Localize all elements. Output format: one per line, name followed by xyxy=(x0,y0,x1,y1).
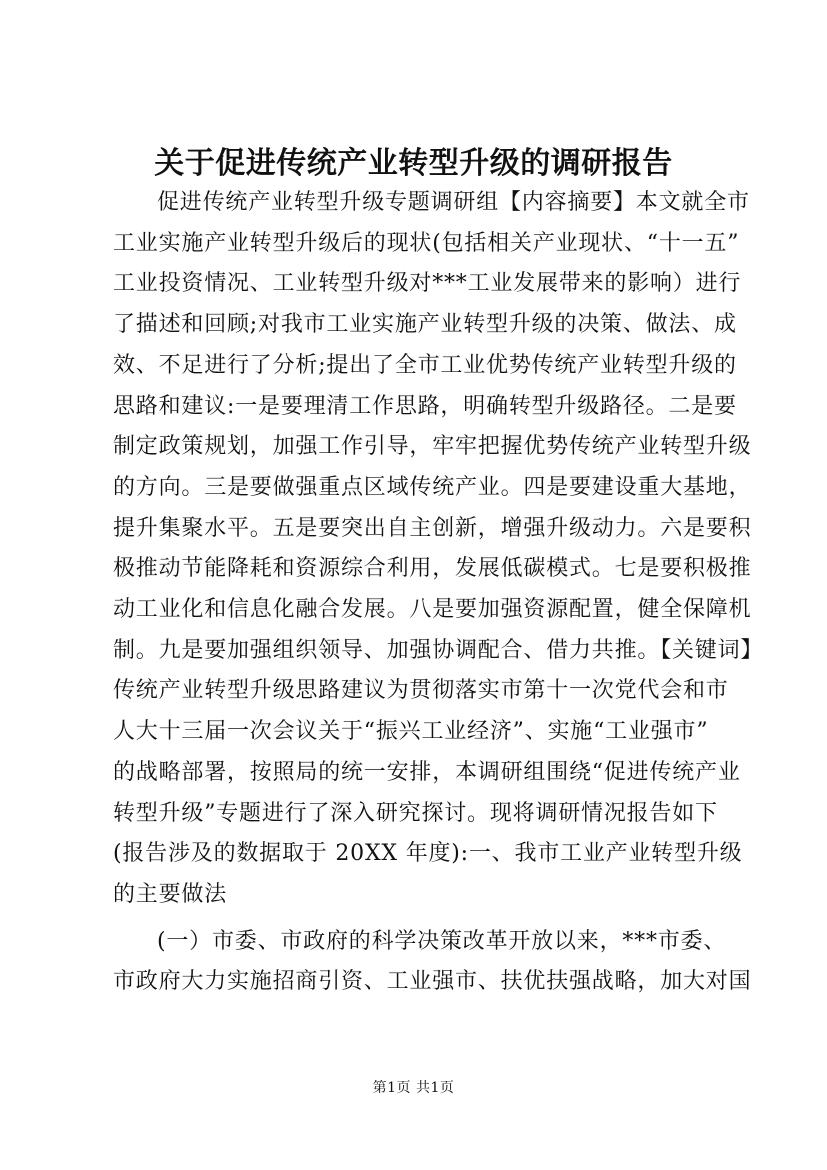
text-line: 的战略部署，按照局的统一安排，本调研组围绕“促进传统产业 xyxy=(113,759,741,785)
text-line: 提升集聚水平。五是要突出自主创新，增强升级动力。六是要积 xyxy=(113,515,752,541)
text-line: 转型升级”专题进行了深入研究探讨。现将调研情况报告如下 xyxy=(113,800,718,826)
text-line: 制。九是要加强组织领导、加强协调配合、借力共推。【关键词】 xyxy=(113,637,764,663)
text-line: 的方向。三是要做强重点区域传统产业。四是要建设重大基地， xyxy=(113,474,752,500)
text-line: 思路和建议:一是要理清工作思路，明确转型升级路径。二是要 xyxy=(113,393,737,419)
text-line: 了描述和回顾;对我市工业实施产业转型升级的决策、做法、成 xyxy=(113,312,737,338)
text-line: 传统产业转型升级思路建议为贯彻落实市第十一次党代会和市 xyxy=(113,678,729,704)
paragraph-section-1 xyxy=(113,922,752,1003)
text-line: (报告涉及的数据取于 20XX 年度):一、我市工业产业转型升级 xyxy=(113,841,743,867)
text-line: 制定政策规划，加强工作引导，牢牢把握优势传统产业转型升级 xyxy=(113,434,752,460)
text-line: 的主要做法 xyxy=(113,881,228,907)
paragraph-abstract xyxy=(113,183,764,916)
text-line: 工业实施产业转型升级后的现状(包括相关产业现状、“十一五” xyxy=(113,230,740,256)
text-line: (一）市委、市政府的科学决策改革开放以来，***市委、 xyxy=(157,928,727,954)
text-line: 促进传统产业转型升级专题调研组【内容摘要】本文就全市 xyxy=(157,190,750,215)
text-line: 动工业化和信息化融合发展。八是要加强资源配置，健全保障机 xyxy=(113,597,752,623)
document-title: 关于促进传统产业转型升级的调研报告 xyxy=(154,146,673,181)
page-footer: 第1页 共1页 xyxy=(372,1080,455,1096)
text-line: 人大十三届一次会议关于“振兴工业经济”、实施“工业强市” xyxy=(113,719,709,745)
text-line: 工业投资情况、工业转型升级对***工业发展带来的影响）进行 xyxy=(113,271,742,297)
document-body xyxy=(113,183,764,1003)
text-line: 效、不足进行了分析;提出了全市工业优势传统产业转型升级的 xyxy=(113,352,737,378)
text-line: 极推动节能降耗和资源综合利用，发展低碳模式。七是要积极推 xyxy=(113,556,752,582)
text-line: 市政府大力实施招商引资、工业强市、扶优扶强战略，加大对国 xyxy=(113,969,752,995)
